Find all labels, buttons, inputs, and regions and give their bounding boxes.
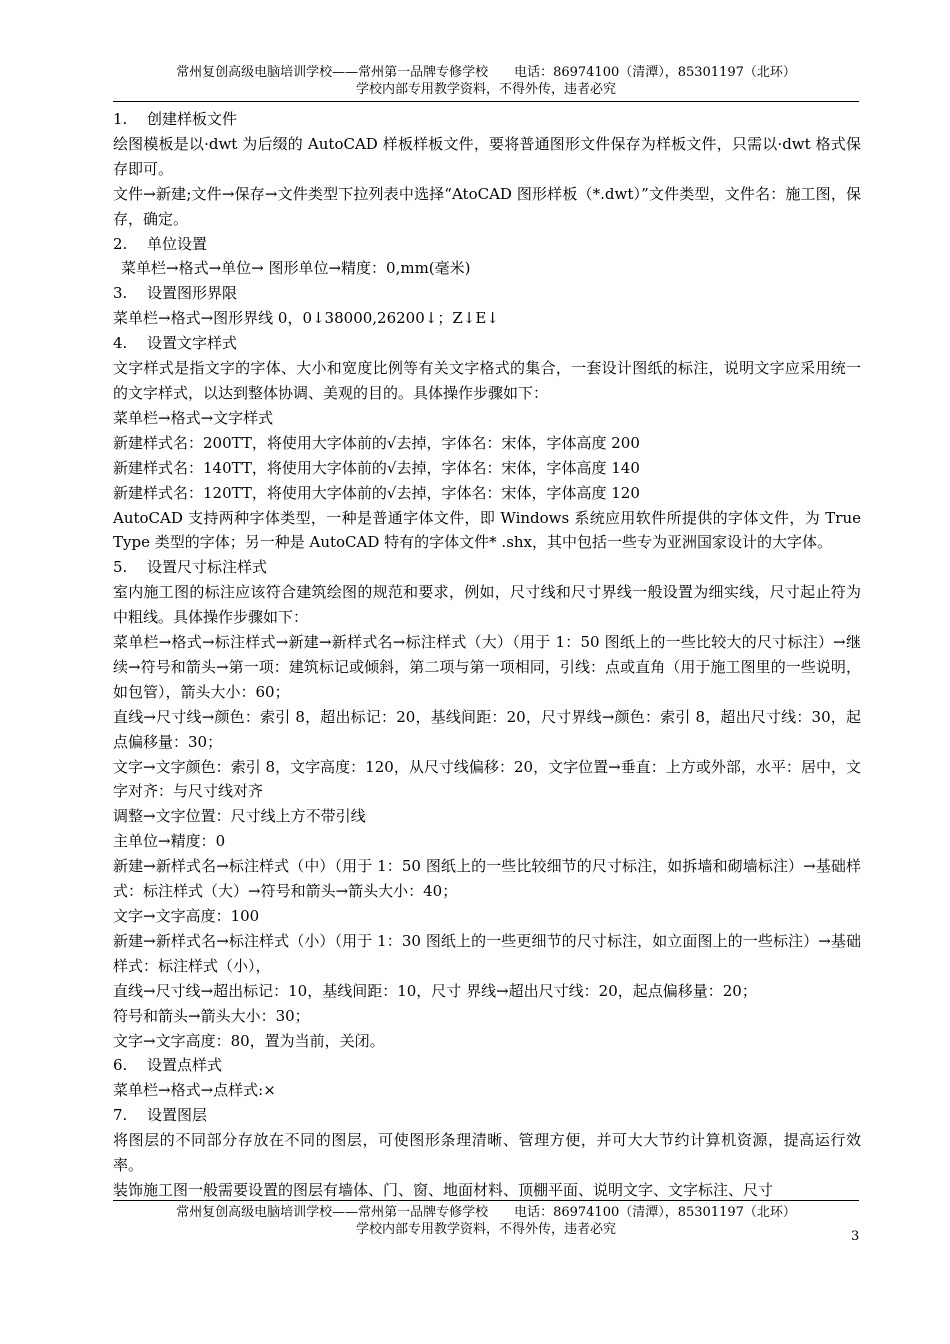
section-number: 4. bbox=[113, 334, 128, 353]
footer-notice-line: 学校内部专用教学资料，不得外传，违者必究 bbox=[355, 1222, 616, 1237]
body-paragraph: 将图层的不同部分存放在不同的图层，可使图形条理清晰、管理方便，并可大大节约计算机资源，提高运行效率。 bbox=[113, 1131, 861, 1175]
footer-school-line: 常州复创高级电脑培训学校——常州第一品牌专修学校 电话：86974100（清潭），85301197（北环） bbox=[176, 1205, 796, 1220]
section-title: 设置图层 bbox=[147, 1106, 208, 1125]
section-title: 设置尺寸标注样式 bbox=[147, 558, 268, 577]
section-title: 单位设置 bbox=[147, 234, 208, 253]
section-heading bbox=[113, 1053, 861, 1078]
body-paragraph: 菜单栏→格式→标注样式→新建→新样式名→标注样式（大）（用于 1：50 图纸上的一些比较大的尺寸标注）→继续→符号和箭头→第一项：建筑标记或倾斜，第二项与第一项相同，引线：点或直角（用于施工图里的一些说明，如包管），箭头大小：60； bbox=[113, 633, 861, 701]
section-title: 创建样板文件 bbox=[147, 110, 238, 128]
body-paragraph: 调整→文字位置：尺寸线上方不带引线 bbox=[113, 807, 366, 826]
header-notice-line: 学校内部专用教学资料，不得外传，违者必究 bbox=[355, 82, 616, 97]
section-title: 设置图形界限 bbox=[147, 284, 238, 303]
section-number: 3. bbox=[113, 284, 128, 303]
body-paragraph: 文字→文字高度：80，置为当前，关闭。 bbox=[113, 1031, 385, 1050]
section-heading bbox=[113, 331, 861, 356]
body-paragraph: 新建→新样式名→标注样式（小）（用于 1：30 图纸上的一些更细节的尺寸标注，如立面图上的一些标注）→基础样式：标注样式（小）， bbox=[113, 931, 861, 975]
section-heading bbox=[113, 232, 861, 257]
body-paragraph: 文件→新建;文件→保存→文件类型下拉列表中选择“AtoCAD 图形样板（*.dwt）”文件类型，文件名：施工图，保存，确定。 bbox=[113, 184, 861, 228]
body-paragraph: 文字→文字高度：100 bbox=[113, 907, 260, 925]
section-number: 1. bbox=[113, 110, 128, 128]
body-paragraph: 菜单栏→格式→单位→ 图形单位→精度：0,mm(毫米) bbox=[121, 259, 471, 278]
body-paragraph: 绘图模板是以·dwt 为后缀的 AutoCAD 样板样板文件，要将普通图形文件保存为样板文件，只需以·dwt 格式保存即可。 bbox=[113, 134, 861, 178]
body-paragraph: 新建→新样式名→标注样式（中）（用于 1：50 图纸上的一些比较细节的尺寸标注，如拆墙和砌墙标注）→基础样式：标注样式（大）→符号和箭头→箭头大小：40； bbox=[113, 857, 861, 901]
body-paragraph: AutoCAD 支持两种字体类型，一种是普通字体文件，即 Windows 系统应用软件所提供的字体文件，为 True Type 类型的字体；另一种是 AutoCAD 特有的字体文件* .shx，其中包括一些专为亚洲国家设计的大字体。 bbox=[113, 508, 861, 552]
page-number: 3 bbox=[851, 1229, 860, 1244]
section-number: 2. bbox=[113, 234, 128, 253]
body-paragraph: 室内施工图的标注应该符合建筑绘图的规范和要求，例如，尺寸线和尺寸界线一般设置为细实线，尺寸起止符为中粗线。具体操作步骤如下： bbox=[113, 583, 861, 627]
body-paragraph: 文字样式是指文字的字体、大小和宽度比例等有关文字格式的集合，一套设计图纸的标注，说明文字应采用统一的文字样式，以达到整体协调、美观的目的。具体操作步骤如下： bbox=[113, 359, 861, 402]
body-paragraph: 新建样式名：140TT，将使用大字体前的√去掉，字体名：宋体，字体高度 140 bbox=[113, 458, 640, 477]
section-number: 7. bbox=[113, 1106, 128, 1125]
header-rule bbox=[113, 101, 859, 102]
section-heading bbox=[113, 555, 861, 580]
body-paragraph: 直线→尺寸线→超出标记：10，基线间距：10，尺寸 界线→超出尺寸线：20，起点偏移量：20； bbox=[113, 981, 757, 1000]
page-header bbox=[113, 64, 859, 102]
body-paragraph: 菜单栏→格式→点样式:× bbox=[113, 1081, 276, 1100]
body-paragraph: 文字→文字颜色：索引 8，文字高度：120，从尺寸线偏移：20，文字位置→垂直：上方或外部，水平：居中，文字对齐：与尺寸线对齐 bbox=[113, 757, 861, 801]
footer-rule bbox=[113, 1200, 859, 1201]
body-paragraph: 新建样式名：120TT，将使用大字体前的√去掉，字体名：宋体，字体高度 120 bbox=[113, 483, 640, 502]
section-title: 设置点样式 bbox=[147, 1056, 223, 1075]
body-paragraph: 新建样式名：200TT，将使用大字体前的√去掉，字体名：宋体，字体高度 200 bbox=[113, 433, 640, 452]
section-title: 设置文字样式 bbox=[147, 334, 238, 353]
header-school-line: 常州复创高级电脑培训学校——常州第一品牌专修学校 电话：86974100（清潭），85301197（北环） bbox=[176, 65, 796, 80]
section-heading bbox=[113, 1103, 861, 1128]
body-paragraph: 符号和箭头→箭头大小：30； bbox=[113, 1006, 310, 1025]
body-paragraph: 菜单栏→格式→文字样式 bbox=[113, 408, 274, 427]
body-paragraph: 装饰施工图一般需要设置的图层有墙体、门、窗、地面材料、顶棚平面、说明文字、文字标注、尺寸 bbox=[113, 1180, 774, 1199]
section-heading bbox=[113, 281, 861, 306]
body-paragraph: 直线→尺寸线→颜色：索引 8，超出标记：20，基线间距：20，尺寸界线→颜色：索引 8，超出尺寸线：30，起点偏移量：30； bbox=[113, 707, 861, 751]
body-paragraph: 主单位→精度：0 bbox=[113, 832, 226, 851]
section-number: 5. bbox=[113, 558, 128, 577]
body-paragraph: 菜单栏→格式→图形界线 0，0↓38000,26200↓；Z↓E↓ bbox=[113, 309, 499, 328]
page-footer bbox=[113, 1200, 859, 1238]
section-heading bbox=[113, 107, 861, 132]
document-body bbox=[113, 107, 861, 1203]
section-number: 6. bbox=[113, 1056, 128, 1075]
